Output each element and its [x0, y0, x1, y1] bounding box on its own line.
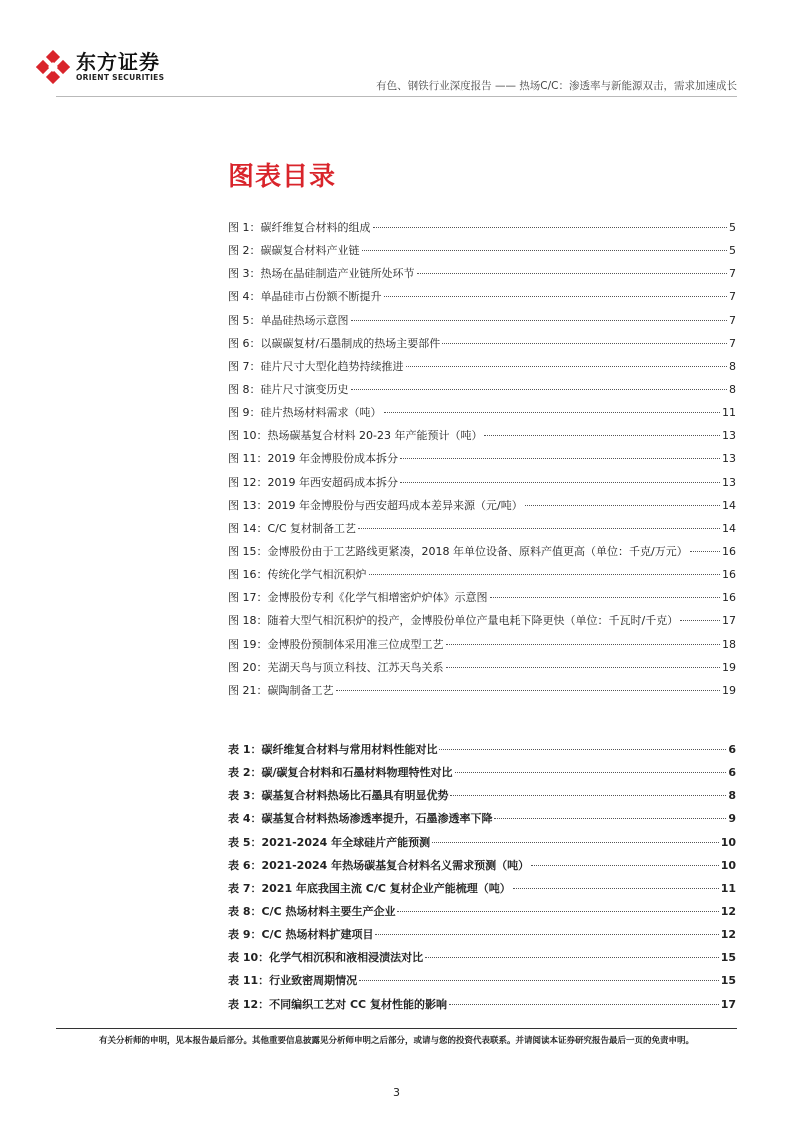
table-toc-entry-page-number: 6 [728, 766, 736, 780]
dot-leader [417, 273, 728, 274]
figure-toc-entry[interactable] [228, 242, 736, 265]
dot-leader [425, 957, 719, 958]
figure-toc-entry-page-number: 7 [729, 336, 736, 350]
dot-leader [373, 227, 728, 228]
table-toc-entry-label: 表 5：2021-2024 年全球硅片产能预测 [228, 835, 431, 849]
dot-leader [531, 865, 719, 866]
table-toc-entry-page-number: 8 [728, 789, 736, 803]
dot-leader [369, 574, 721, 575]
figure-toc-entry-label: 图 12：2019 年西安超码成本拆分 [228, 475, 398, 489]
table-toc-entry[interactable] [228, 996, 736, 1019]
figure-toc-entry[interactable] [228, 404, 736, 427]
table-toc-entry-page-number: 17 [720, 997, 736, 1011]
table-toc-entry[interactable] [228, 810, 736, 833]
header-divider [56, 96, 737, 97]
dot-leader [384, 412, 721, 413]
orient-securities-logo-icon [36, 50, 70, 84]
figure-toc-entry-label: 图 10：热场碳基复合材料 20-23 年产能预计（吨） [228, 429, 483, 443]
table-toc-entry-label: 表 4：碳基复合材料热场渗透率提升，石墨渗透率下降 [228, 812, 493, 826]
figure-toc-entry[interactable] [228, 543, 736, 566]
figure-toc-entry-page-number: 5 [729, 244, 736, 258]
figure-toc-entry-page-number: 13 [722, 429, 736, 443]
table-toc-entry[interactable] [228, 949, 736, 972]
dot-leader [490, 597, 721, 598]
logo-english-name: ORIENT SECURITIES [76, 73, 165, 82]
table-list [228, 741, 736, 1019]
figure-toc-entry-page-number: 7 [729, 267, 736, 281]
figure-toc-entry-label: 图 17：金博股份专利《化学气相增密炉炉体》示意图 [228, 591, 488, 605]
figure-toc-entry-label: 图 9：硅片热场材料需求（吨） [228, 406, 382, 420]
dot-leader [336, 690, 721, 691]
figure-toc-entry-page-number: 18 [722, 637, 736, 651]
figure-toc-entry[interactable] [228, 381, 736, 404]
dot-leader [680, 620, 720, 621]
figure-toc-entry[interactable] [228, 589, 736, 612]
table-toc-entry[interactable] [228, 741, 736, 764]
figure-toc-entry-label: 图 5：单晶硅热场示意图 [228, 313, 349, 327]
table-toc-entry[interactable] [228, 834, 736, 857]
table-toc-entry-page-number: 12 [720, 904, 736, 918]
dot-leader [362, 250, 728, 251]
dot-leader [484, 435, 720, 436]
table-toc-entry-label: 表 1：碳纤维复合材料与常用材料性能对比 [228, 743, 438, 756]
dot-leader [442, 343, 727, 344]
table-toc-entry-label: 表 2：碳/碳复合材料和石墨材料物理特性对比 [228, 766, 453, 780]
figure-toc-entry[interactable] [228, 450, 736, 473]
figure-toc-entry-page-number: 16 [722, 544, 736, 558]
figure-toc-entry[interactable] [228, 612, 736, 635]
figure-toc-entry[interactable] [228, 358, 736, 381]
figure-toc-entry-label: 图 21：碳陶制备工艺 [228, 683, 334, 697]
dot-leader [446, 644, 721, 645]
table-toc-entry-page-number: 11 [720, 881, 736, 895]
figure-toc-entry-page-number: 14 [722, 521, 736, 535]
figure-toc-entry[interactable] [228, 520, 736, 543]
figure-toc-entry-label: 图 1：碳纤维复合材料的组成 [228, 221, 371, 234]
figure-toc-entry[interactable] [228, 335, 736, 358]
dot-leader [400, 458, 720, 459]
table-toc-entry[interactable] [228, 972, 736, 995]
table-toc-entry[interactable] [228, 926, 736, 949]
report-header-title: 有色、钢铁行业深度报告 —— 热场C/C：渗透率与新能源双击，需求加速成长 [376, 80, 737, 92]
figure-toc-entry-page-number: 13 [722, 452, 736, 466]
figure-toc-entry-page-number: 17 [722, 614, 736, 628]
dot-leader [525, 505, 720, 506]
figure-toc-entry[interactable] [228, 682, 736, 705]
figure-toc-entry-label: 图 4：单晶硅市占份额不断提升 [228, 290, 382, 304]
dot-leader [358, 528, 720, 529]
figure-toc-entry[interactable] [228, 497, 736, 520]
figure-toc-entry-page-number: 16 [722, 591, 736, 605]
figure-toc-entry-label: 图 19：金博股份预制体采用准三位成型工艺 [228, 637, 444, 651]
figure-toc-entry-page-number: 8 [729, 359, 736, 373]
table-toc-entry[interactable] [228, 787, 736, 810]
dot-leader [400, 482, 720, 483]
page-title: 图表目录 [228, 162, 337, 192]
figure-toc-entry[interactable] [228, 219, 736, 242]
figure-toc-entry-page-number: 19 [722, 683, 736, 697]
table-toc-entry-page-number: 6 [728, 743, 736, 756]
figure-toc-entry-page-number: 16 [722, 568, 736, 582]
disclaimer-note: 有关分析师的申明，见本报告最后部分。其他重要信息披露见分析师申明之后部分，或请与您的投资代表联系。并请阅读本证券研究报告最后一页的免责申明。 [56, 1028, 737, 1046]
figure-toc-entry-label: 图 6：以碳碳复材/石墨制成的热场主要部件 [228, 336, 441, 350]
figure-toc-entry[interactable] [228, 566, 736, 589]
dot-leader [397, 911, 718, 912]
figure-toc-entry-page-number: 8 [729, 382, 736, 396]
dot-leader [439, 749, 726, 750]
page-number: 3 [393, 1086, 400, 1099]
dot-leader [446, 667, 721, 668]
table-toc-entry[interactable] [228, 764, 736, 787]
dot-leader [384, 296, 728, 297]
figure-toc-entry[interactable] [228, 636, 736, 659]
figure-toc-entry-label: 图 16：传统化学气相沉积炉 [228, 568, 367, 582]
table-toc-entry[interactable] [228, 880, 736, 903]
table-toc-entry[interactable] [228, 857, 736, 880]
dot-leader [406, 366, 728, 367]
figure-toc-entry-label: 图 20：芜湖天鸟与顶立科技、江苏天鸟关系 [228, 660, 444, 674]
dot-leader [375, 934, 718, 935]
figure-toc-entry-label: 图 8：硅片尺寸演变历史 [228, 382, 349, 396]
figure-toc-entry[interactable] [228, 312, 736, 335]
figure-toc-entry-label: 图 7：硅片尺寸大型化趋势持续推进 [228, 359, 404, 373]
figure-list [228, 219, 736, 705]
figure-toc-entry[interactable] [228, 265, 736, 288]
dot-leader [494, 818, 726, 819]
dot-leader [351, 389, 728, 390]
figure-toc-entry-page-number: 19 [722, 660, 736, 674]
company-logo [36, 50, 164, 84]
figure-toc-entry[interactable] [228, 288, 736, 311]
dot-leader [455, 772, 727, 773]
table-toc-entry-label: 表 6：2021-2024 年热场碳基复合材料名义需求预测（吨） [228, 858, 530, 872]
table-toc-entry-page-number: 10 [720, 835, 736, 849]
table-toc-entry-page-number: 12 [720, 928, 736, 942]
table-toc-entry[interactable] [228, 903, 736, 926]
figure-toc-entry[interactable] [228, 474, 736, 497]
figure-toc-entry-label: 图 15：金博股份由于工艺路线更紧凑，2018 年单位设备、原料产值更高（单位：千克/万元） [228, 544, 688, 558]
logo-chinese-name: 东方证券 [76, 50, 160, 74]
figure-toc-entry-page-number: 5 [729, 221, 736, 234]
figure-toc-entry-page-number: 13 [722, 475, 736, 489]
table-toc-entry-page-number: 9 [728, 812, 736, 826]
figure-toc-entry[interactable] [228, 659, 736, 682]
figure-toc-entry-label: 图 13：2019 年金博股份与西安超玛成本差异来源（元/吨） [228, 498, 523, 512]
figure-toc-entry-page-number: 11 [722, 406, 736, 420]
table-toc-entry-label: 表 9：C/C 热场材料扩建项目 [228, 928, 374, 942]
figure-toc-entry-label: 图 3：热场在晶硅制造产业链所处环节 [228, 267, 415, 281]
dot-leader [513, 888, 719, 889]
dot-leader [359, 980, 719, 981]
figure-toc-entry-page-number: 7 [729, 313, 736, 327]
figure-toc-entry-page-number: 7 [729, 290, 736, 304]
figure-toc-entry-label: 图 14：C/C 复材制备工艺 [228, 521, 357, 535]
figure-toc-entry-label: 图 18：随着大型气相沉积炉的投产，金博股份单位产量电耗下降更快（单位：千瓦时/千克） [228, 614, 679, 628]
table-toc-entry-label: 表 8：C/C 热场材料主要生产企业 [228, 904, 396, 918]
table-toc-entry-label: 表 12：不同编织工艺对 CC 复材性能的影响 [228, 997, 447, 1011]
figure-toc-entry-page-number: 14 [722, 498, 736, 512]
dot-leader [690, 551, 720, 552]
table-toc-entry-page-number: 15 [720, 974, 736, 988]
table-toc-entry-page-number: 10 [720, 858, 736, 872]
table-toc-entry-label: 表 11：行业致密周期情况 [228, 974, 358, 988]
figure-toc-entry-label: 图 2：碳碳复合材料产业链 [228, 244, 360, 258]
figure-toc-entry[interactable] [228, 427, 736, 450]
table-toc-entry-label: 表 10：化学气相沉积和液相浸渍法对比 [228, 951, 424, 965]
dot-leader [351, 320, 728, 321]
table-toc-entry-page-number: 15 [720, 951, 736, 965]
figure-toc-entry-label: 图 11：2019 年金博股份成本拆分 [228, 452, 398, 466]
dot-leader [450, 795, 726, 796]
table-toc-entry-label: 表 7：2021 年底我国主流 C/C 复材企业产能梳理（吨） [228, 881, 511, 895]
dot-leader [432, 842, 719, 843]
dot-leader [449, 1004, 719, 1005]
table-toc-entry-label: 表 3：碳基复合材料热场比石墨具有明显优势 [228, 789, 449, 803]
